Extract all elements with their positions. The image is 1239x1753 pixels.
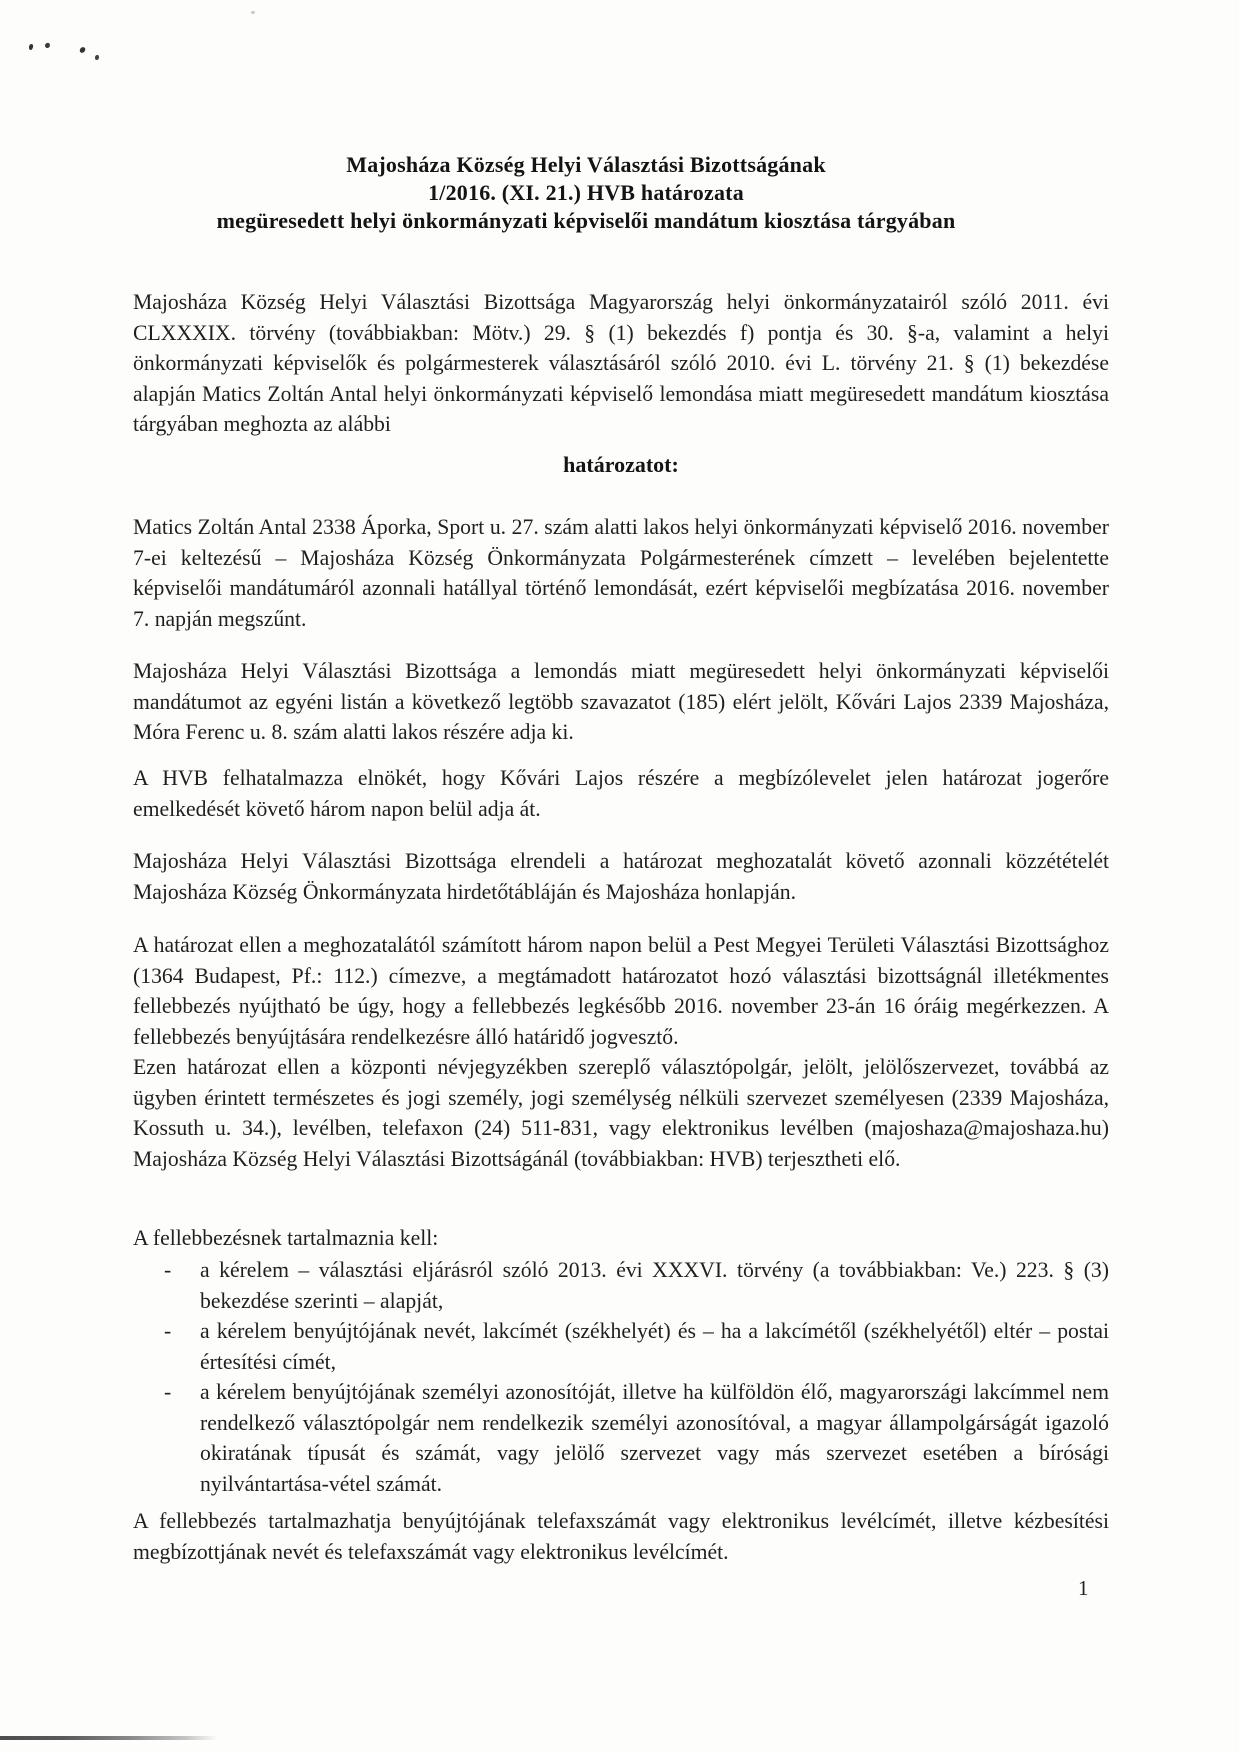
list-item-dash: - [164, 1380, 172, 1404]
paragraph-publication: Majosháza Helyi Választási Bizottsága elrendeli a határozat meghozatalát követő azonnali közzétételét Majosháza Község Önkormányzata hirdetőtábláján és Majosháza honlapján. [133, 849, 1109, 904]
document-title [133, 151, 1039, 235]
paragraph-mandate-award: Majosháza Helyi Választási Bizottsága a lemondás miatt megüresedett helyi önkormányzati képviselői mandátumot az egyéni listán a következő legtöbb szavazatot (185) elért jelölt, Kővári Lajos 2339 Majosháza, Móra Ferenc u. 8. szám alatti lakos részére adja ki. [133, 659, 1109, 744]
page-number: 1 [1078, 1576, 1089, 1600]
list-item-text: a kérelem benyújtójának személyi azonosítóját, illetve ha külföldön élő, magyarországi lakcímmel nem rendelkező választópolgár nem rendelkezik személyi azonosítóval, a magyar állampolgárságát igazoló okiratának típusát és számát, vagy jelölő szervezet vagy más szervezet esetében a bírósági nyilvántartása-vétel számát. [200, 1380, 1109, 1496]
paragraph-resignation: Matics Zoltán Antal 2338 Áporka, Sport u. 27. szám alatti lakos helyi önkormányzati képviselő 2016. november 7-ei keltezésű – Majosháza Község Önkormányzata Polgármesterének címzett – levelében bejelentette képviselői mandátumáról azonnali hatállyal történő lemondását, ezért képviselői megbízatása 2016. november 7. napján megszűnt. [133, 515, 1109, 631]
list-item-dash: - [164, 1258, 172, 1282]
title-line-committee: Majosháza Község Helyi Választási Bizottságának [346, 152, 826, 177]
scan-speck [29, 44, 34, 50]
list-item-dash: - [164, 1319, 172, 1343]
scan-speck [79, 46, 86, 54]
list-item-text: a kérelem benyújtójának nevét, lakcímét (székhelyét) és – ha a lakcímétől (székhelyétől) eltér – postai értesítési címét, [200, 1319, 1109, 1374]
title-line-resolution-number: 1/2016. (XI. 21.) HVB határozata [428, 180, 744, 205]
paragraph-appeal-deadline: A határozat ellen a meghozatalától számított három napon belül a Pest Megyei Területi Választási Bizottsághoz (1364 Budapest, Pf.: 112.) címezve, a megtámadott határozatot hozó választási bizottságnál illetékmentes fellebbezés nyújtható be úgy, hogy a fellebbezés legkésőbb 2016. november 23-án 16 óráig megérkezzen. A fellebbezés benyújtására rendelkezésre álló határidő jogvesztő. [133, 933, 1109, 1049]
appeal-requirements-intro: A fellebbezésnek tartalmaznia kell: [133, 1226, 439, 1250]
appeal-requirements-list [133, 1255, 1109, 1499]
decision-heading: határozatot: [563, 452, 679, 477]
list-item [133, 1316, 1109, 1377]
scan-speck [44, 42, 50, 48]
paragraph-credential-handover: A HVB felhatalmazza elnökét, hogy Kővári Lajos részére a megbízólevelet jelen határozat jogerőre emelkedését követő három napon belül adja át. [133, 766, 1109, 821]
paragraph-appeal-optional-content: A fellebbezés tartalmazhatja benyújtójának telefaxszámát vagy elektronikus levélcímét, illetve kézbesítési megbízottjának nevét és telefaxszámát vagy elektronikus levélcímét. [133, 1509, 1109, 1564]
paragraph-legal-basis: Majosháza Község Helyi Választási Bizottsága Magyarország helyi önkormányzatairól szóló 2011. évi CLXXXIX. törvény (továbbiakban: Mötv.) 29. § (1) bekezdés f) pontja és 30. §-a, valamint a helyi önkormányzati képviselők és polgármesterek választásáról szóló 2010. évi L. törvény 21. § (1) bekezdése alapján Matics Zoltán Antal helyi önkormányzati képviselő lemondása miatt megüresedett mandátum kiosztása tárgyában meghozta az alábbi [133, 290, 1109, 436]
scan-speck [95, 55, 99, 60]
list-item-text: a kérelem – választási eljárásról szóló 2013. évi XXXVI. törvény (a továbbiakban: Ve.) 223. § (3) bekezdése szerinti – alapját, [200, 1258, 1109, 1313]
list-item [133, 1377, 1109, 1499]
paragraph-appeal-who: Ezen határozat ellen a központi névjegyzékben szereplő választópolgár, jelölt, jelölőszervezet, továbbá az ügyben érintett természetes és jogi személy, jogi személység nélküli szervezet személyesen (2339 Majosháza, Kossuth u. 34.), levélben, telefaxon (24) 511-831, vagy elektronikus levélben (majoshaza@majoshaza.hu) Majosháza Község Helyi Választási Bizottságánál (továbbiakban: HVB) terjesztheti elő. [133, 1055, 1109, 1171]
title-line-subject: megüresedett helyi önkormányzati képviselői mandátum kiosztása tárgyában [216, 208, 956, 233]
paragraph-appeal-rules [133, 930, 1109, 1174]
document-body [133, 0, 1109, 1753]
list-item [133, 1255, 1109, 1316]
